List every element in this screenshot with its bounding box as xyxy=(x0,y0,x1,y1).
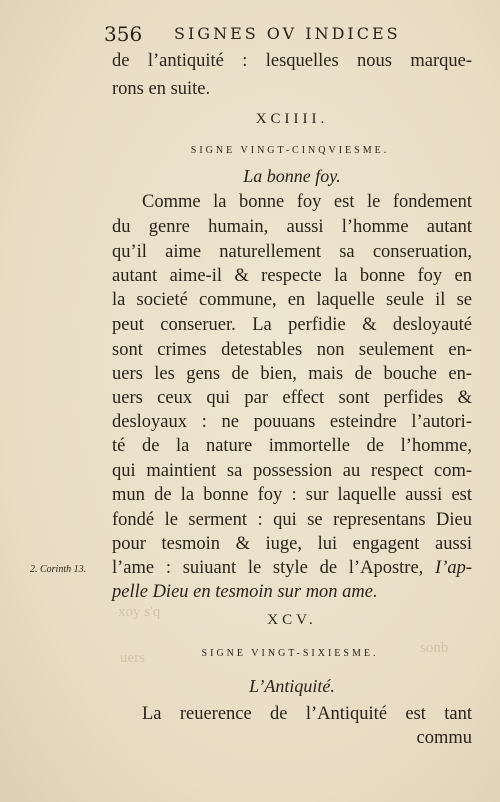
page-number: 356 xyxy=(104,22,143,46)
text-line: té de la nature immortelle de l’homme, xyxy=(112,436,472,456)
show-through-text: xoy s'q xyxy=(118,604,161,620)
text-line: peut conseruer. La perfidie & desloyauté xyxy=(112,315,472,335)
text-line: autant aime-il & respecte la bonne foy en xyxy=(112,266,472,286)
text-line: uers les gens de bien, mais de bouche en- xyxy=(112,364,472,384)
section-number: XCV. xyxy=(267,612,317,628)
text-line: qui maintient sa possession au respect com- xyxy=(112,461,472,481)
text-line: qu’il aime naturellement sa conseruation, xyxy=(112,242,472,262)
show-through-text: sonb xyxy=(420,640,449,656)
text-line: sont crimes detestables non seulement en- xyxy=(112,340,472,360)
section-number: XCIIII. xyxy=(255,111,329,127)
text-line: de l’antiquité : lesquelles nous marque- xyxy=(112,51,472,71)
quote-line-italic: pelle Dieu en tesmoin sur mon ame. xyxy=(112,582,378,602)
show-through-text: uers xyxy=(120,650,145,666)
text-line: La reuerence de l’Antiquité est tant xyxy=(142,704,472,724)
text-line: rons en suite. xyxy=(112,79,211,99)
text-line: la societé commune, en laquelle seule il se xyxy=(112,290,472,310)
text-line: fondé le serment : qui se representans Dieu xyxy=(112,510,472,530)
running-title: SIGNES OV INDICES xyxy=(174,24,401,43)
quote-line xyxy=(112,556,472,580)
text-line: mun de la bonne foy : sur laquelle aussi est xyxy=(112,485,472,505)
text-line: desloyaux : ne pouuans esteindre l’autori- xyxy=(112,412,472,432)
section-caption: SIGNE VINGT-SIXIESME. xyxy=(201,648,379,659)
section-rubric: L’Antiquité. xyxy=(249,676,335,696)
section-caption: SIGNE VINGT-CINQVIESME. xyxy=(190,145,390,156)
margin-note: 2. Corinth 13. xyxy=(30,564,87,575)
section-rubric: La bonne foy. xyxy=(243,166,341,186)
text-line: uers ceux qui par effect sont perfides & xyxy=(112,388,472,408)
text-line: Comme la bonne foy est le fondement xyxy=(142,192,472,212)
text-line: pour tesmoin & iuge, lui engagent aussi xyxy=(112,534,472,554)
text-line: du genre humain, aussi l’homme autant xyxy=(112,217,472,237)
running-head xyxy=(104,22,464,48)
quote-text: l’ame : suiuant le style de l’Apostre, xyxy=(112,558,424,578)
quote-italic: I’ap- xyxy=(435,558,473,578)
catchword: commu xyxy=(416,728,472,748)
